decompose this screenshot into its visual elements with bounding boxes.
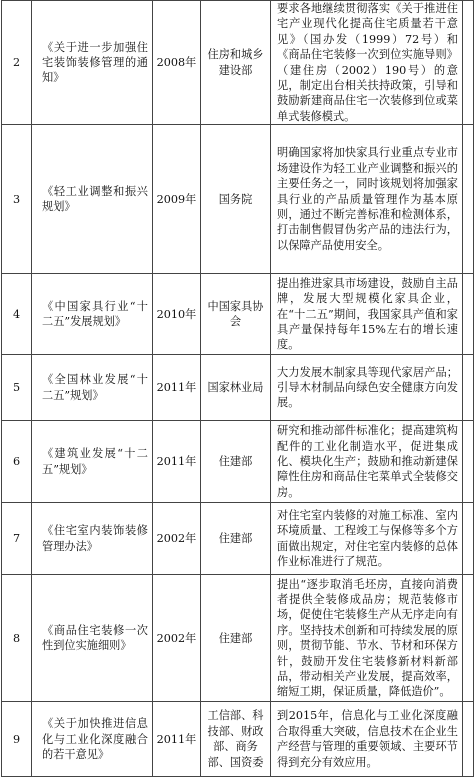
issuing-department: 国务院 (201, 125, 271, 274)
policy-name: 《轻工业调整和振兴规划》 (32, 125, 153, 274)
trailing-cell (463, 1, 474, 125)
policy-name: 《建筑业发展“十二五”规划》 (32, 421, 153, 503)
trailing-cell (463, 125, 474, 274)
issuing-department: 中国家具协会 (201, 274, 271, 355)
table-row (2, 1, 474, 125)
trailing-cell (463, 702, 474, 777)
policy-content: 提出“逐步取消毛坯房，直接向消费者提供全装修成品房；规范装修市场，促使住宅装修生产从无序走向有序。坚持技术创新和可持续发展的原则，贯彻节能、节水、节材和环保方针，鼓励开发住宅装修新材料新部品，带动相关产业发展，提高效率，缩短工期，保证质量，降低造价”。 (271, 575, 463, 702)
issuing-department: 国家林业局 (201, 355, 271, 421)
policy-content: 要求各地继续贯彻落实《关于推进住宅产业现代化提高住宅质量若干意见》（国办发（1999）72号）和《商品住宅装修一次到位实施导则》（建住房（2002）190号）的意见，制定出台相关扶持政策，引导和鼓励新建商品住宅一次装修到位或菜单式装修模式。 (271, 1, 463, 125)
trailing-cell (463, 355, 474, 421)
table-row (2, 355, 474, 421)
issue-year: 2002年 (153, 503, 201, 575)
trailing-cell (463, 503, 474, 575)
row-number: 4 (2, 274, 32, 355)
issue-year: 2002年 (153, 575, 201, 702)
policy-table (1, 0, 474, 777)
policy-name: 《住宅室内装饰装修管理办法》 (32, 503, 153, 575)
policy-content: 提出推进家具市场建设，鼓励自主品牌，发展大型规模化家具企业，在“十二五”期间，我国家具产值和家具产量保持每年15%左右的增长速度。 (271, 274, 463, 355)
table-row (2, 702, 474, 777)
trailing-cell (463, 421, 474, 503)
row-number: 3 (2, 125, 32, 274)
trailing-cell (463, 575, 474, 702)
policy-content: 大力发展木制家具等现代家居产品；引导木材制品向绿色安全健康方向发展。 (271, 355, 463, 421)
table-row (2, 575, 474, 702)
policy-content: 研究和推动部件标准化；提高建筑构配件的工业化制造水平，促进集成化、模块化生产；鼓励和推动新建保障性住房和商品住宅菜单式全装修交房。 (271, 421, 463, 503)
table-row (2, 421, 474, 503)
row-number: 2 (2, 1, 32, 125)
table-row (2, 274, 474, 355)
table-row (2, 503, 474, 575)
policy-name: 《关于进一步加强住宅装饰装修管理的通知》 (32, 1, 153, 125)
policy-name: 《关于加快推进信息化与工业化深度融合的若干意见》 (32, 702, 153, 777)
trailing-cell (463, 274, 474, 355)
row-number: 7 (2, 503, 32, 575)
issue-year: 2011年 (153, 355, 201, 421)
policy-name: 《全国林业发展“十二五”规划》 (32, 355, 153, 421)
issuing-department: 住建部 (201, 503, 271, 575)
issuing-department: 住建部 (201, 421, 271, 503)
issue-year: 2009年 (153, 125, 201, 274)
policy-content: 明确国家将加快家具行业重点专业市场建设作为轻工业产业调整和振兴的主要任务之一，同时该规划将加强家具行业的产品质量管理作为基本原则，通过不断完善标准和检测体系，打击制售假冒伪劣产品的违法行为，以保障产品使用安全。 (271, 125, 463, 274)
issue-year: 2010年 (153, 274, 201, 355)
issue-year: 2011年 (153, 421, 201, 503)
table-row (2, 125, 474, 274)
policy-name: 《商品住宅装修一次性到位实施细则》 (32, 575, 153, 702)
policy-content: 对住宅室内装修的对施工标准、室内环境质量、工程竣工与保修等多个方面做出规定，对住宅室内装修的总体作业标准进行了规范。 (271, 503, 463, 575)
policy-content: 到2015年，信息化与工业化深度融合取得重大突破，信息技术在企业生产经营与管理的重要领域、主要环节得到充分有效应用。 (271, 702, 463, 777)
policy-name: 《中国家具行业“十二五”发展规划》 (32, 274, 153, 355)
issue-year: 2008年 (153, 1, 201, 125)
row-number: 9 (2, 702, 32, 777)
issuing-department: 住建部 (201, 575, 271, 702)
row-number: 6 (2, 421, 32, 503)
row-number: 5 (2, 355, 32, 421)
issue-year: 2011年 (153, 702, 201, 777)
issuing-department: 工信部、科技部、财政部、商务部、国资委 (201, 702, 271, 777)
row-number: 8 (2, 575, 32, 702)
issuing-department: 住房和城乡建设部 (201, 1, 271, 125)
